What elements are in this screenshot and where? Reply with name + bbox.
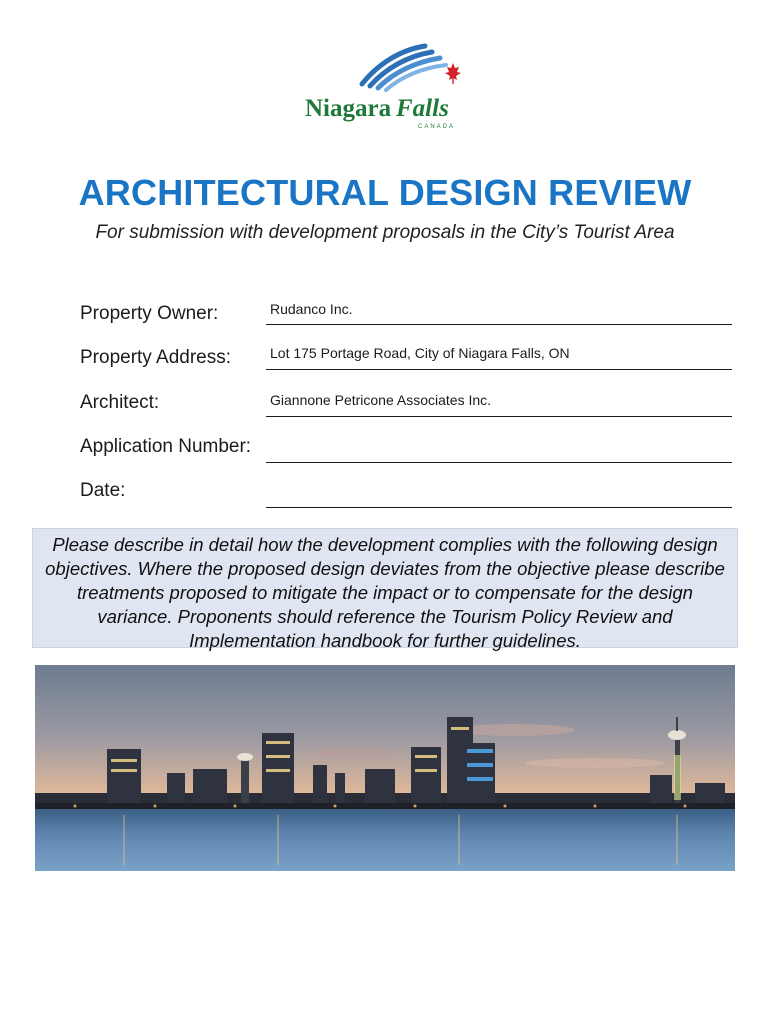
logo-wordmark-niagara: Niagara bbox=[305, 95, 392, 122]
instructions-text: Please describe in detail how the development complies with the following design objectives. Where the proposed design deviates from the objective please describe treatments proposed to mitigate the impact or to compensate for the design variance. Proponents should reference the Tourism Policy Review and Implementation handbook for further guidelines. bbox=[45, 534, 725, 651]
property-address-label: Property Address: bbox=[80, 347, 232, 368]
architect-line bbox=[266, 416, 732, 417]
document-subtitle: For submission with development proposals in the City’s Tourist Area bbox=[95, 222, 675, 243]
niagara-falls-logo bbox=[300, 40, 470, 132]
property-owner-line bbox=[266, 324, 732, 325]
skyline-photo bbox=[35, 665, 735, 871]
architect-label: Architect: bbox=[80, 392, 160, 413]
logo-country: CANADA bbox=[418, 124, 456, 130]
property-owner-label: Property Owner: bbox=[80, 303, 219, 324]
logo-wordmark-falls: Falls bbox=[396, 95, 449, 122]
property-owner-value[interactable]: Rudanco Inc. bbox=[270, 301, 353, 317]
skyline-image bbox=[35, 665, 735, 871]
waves-icon bbox=[362, 46, 446, 90]
date-label: Date: bbox=[80, 480, 126, 501]
property-address-line bbox=[266, 369, 732, 370]
architect-value[interactable]: Giannone Petricone Associates Inc. bbox=[270, 392, 492, 408]
niagara-falls-logo-graphic bbox=[300, 40, 470, 132]
application-number-label: Application Number: bbox=[80, 436, 252, 457]
date-line bbox=[266, 507, 732, 508]
instructions-box bbox=[32, 528, 738, 651]
document-title: ARCHITECTURAL DESIGN REVIEW bbox=[78, 172, 692, 213]
property-address-value[interactable]: Lot 175 Portage Road, City of Niagara Falls, ON bbox=[270, 345, 570, 361]
application-number-line bbox=[266, 462, 732, 463]
